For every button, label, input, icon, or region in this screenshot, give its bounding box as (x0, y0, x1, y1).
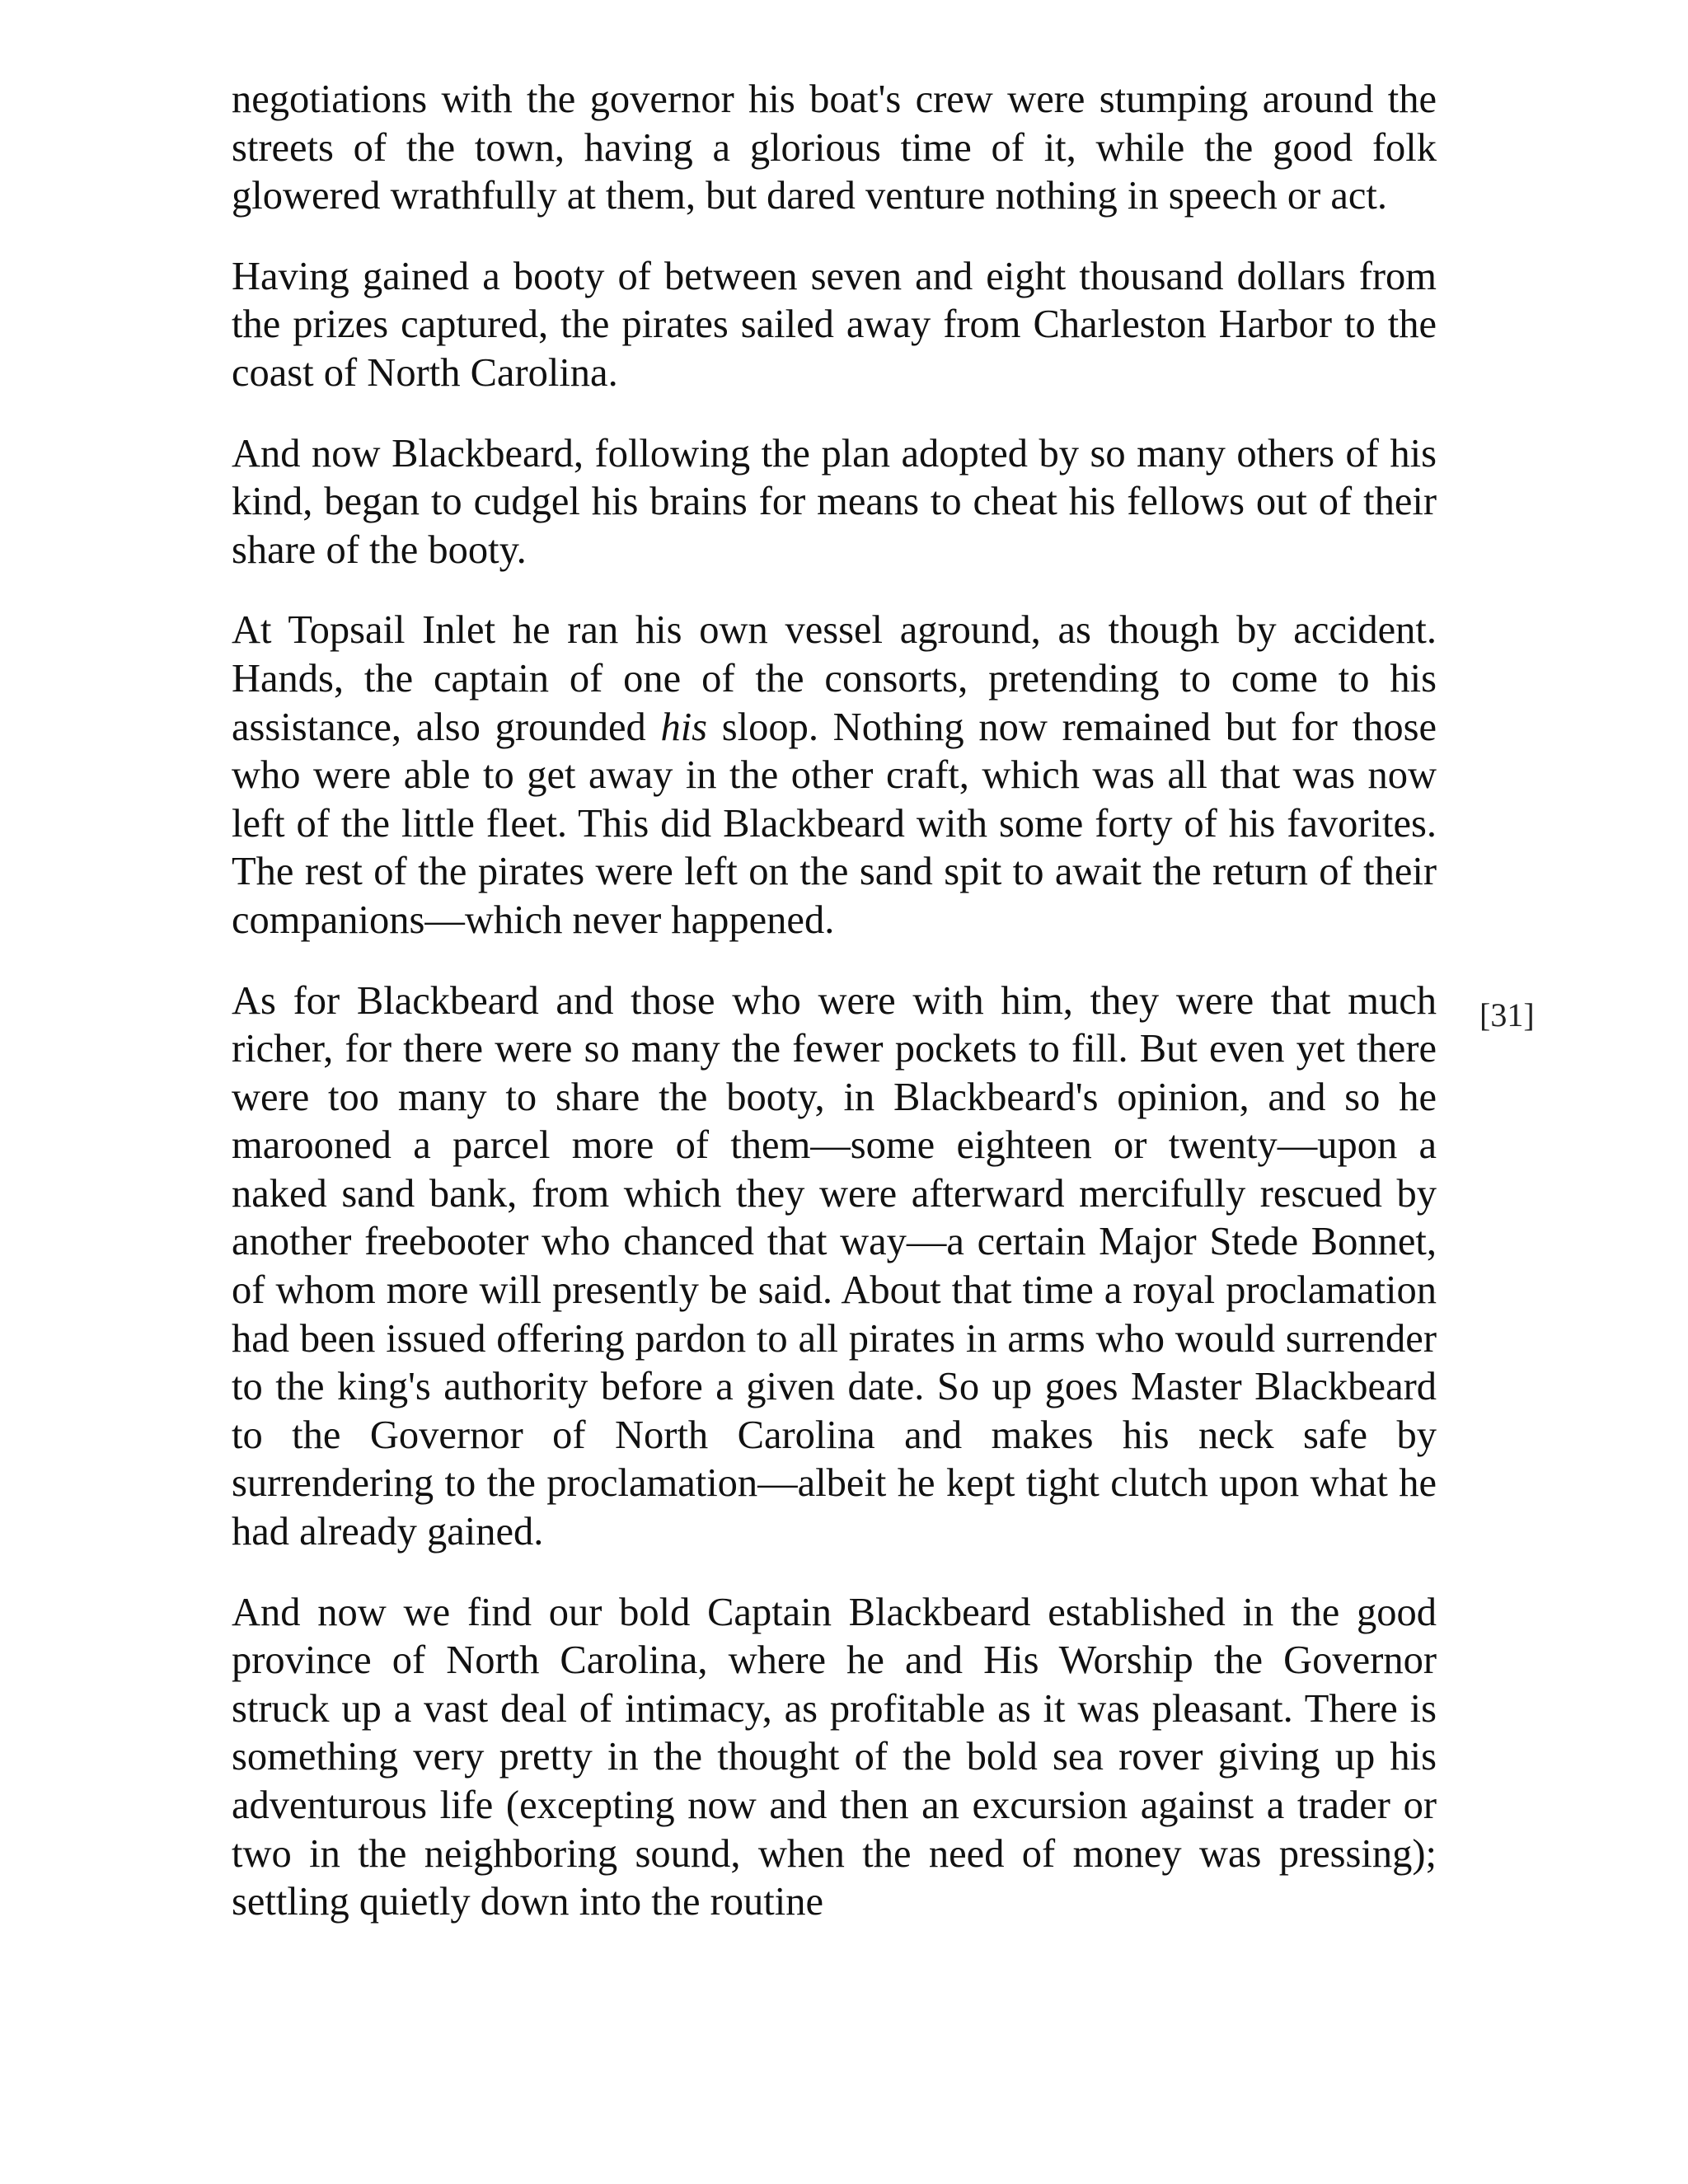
paragraph-booty-charleston: Having gained a booty of between seven and eight thousand dollars from the prizes captured, the pirates sailed away from Charleston Harbor to the coast of North Carolina. (232, 254, 1437, 395)
paragraph-north-carolina: And now we find our bold Captain Blackbeard established in the good province of North Carolina, where he and His Worship the Governor struck up a vast deal of intimacy, as profitable as it was pleasant. There is something very pretty in the thought of the bold sea rover giving up his adventurous life (excepting now and then an excursion against a trader or two in the neighboring sound, when the need of money was pressing); settling quietly down into the routine (232, 1590, 1437, 1924)
paragraph-topsail-inlet-part-1: At Topsail Inlet he ran his own vessel aground, as though by accident. Hands, the captain of one of the consorts, pretending to come to his assistance, also grounded (232, 608, 1437, 749)
paragraph-topsail-inlet-part-2: sloop. Nothing now remained but for those who were able to get away in the other craft, which was all that was now left of the little fleet. This did Blackbeard with some forty of his favorites. The rest of the pirates were left on the sand spit to await the return of their companions—which never happened. (232, 705, 1437, 942)
paragraph-cheat-fellows: And now Blackbeard, following the plan adopted by so many others of his kind, began to cudgel his brains for means to cheat his fellows out of their share of the booty. (232, 431, 1437, 572)
book-page-text (232, 76, 1437, 1927)
paragraph-governor-negotiations: negotiations with the governor his boat's crew were stumping around the streets of the town, having a glorious time of it, while the good folk glowered wrathfully at them, but dared venture nothing in speech or act. (232, 77, 1437, 218)
paragraph-topsail-inlet (232, 607, 1437, 944)
paragraph-marooned: As for Blackbeard and those who were with him, they were that much richer, for there were so many the fewer pockets to fill. But even yet there were too many to share the booty, in Blackbeard's opinion, and so he marooned a parcel more of them—some eighteen or twenty—upon a naked sand bank, from which they were afterward mercifully rescued by another freebooter who chanced that way—a certain Major Stede Bonnet, of whom more will presently be said. About that time a royal proclamation had been issued offering pardon to all pirates in arms who would surrender to the king's authority before a given date. So up goes Master Blackbeard to the Governor of North Carolina and makes his neck safe by surrendering to the proclamation—albeit he kept tight clutch upon what he had already gained. (232, 978, 1437, 1554)
page-number: [31] (1479, 996, 1535, 1033)
emphasized-word: his (660, 705, 708, 749)
